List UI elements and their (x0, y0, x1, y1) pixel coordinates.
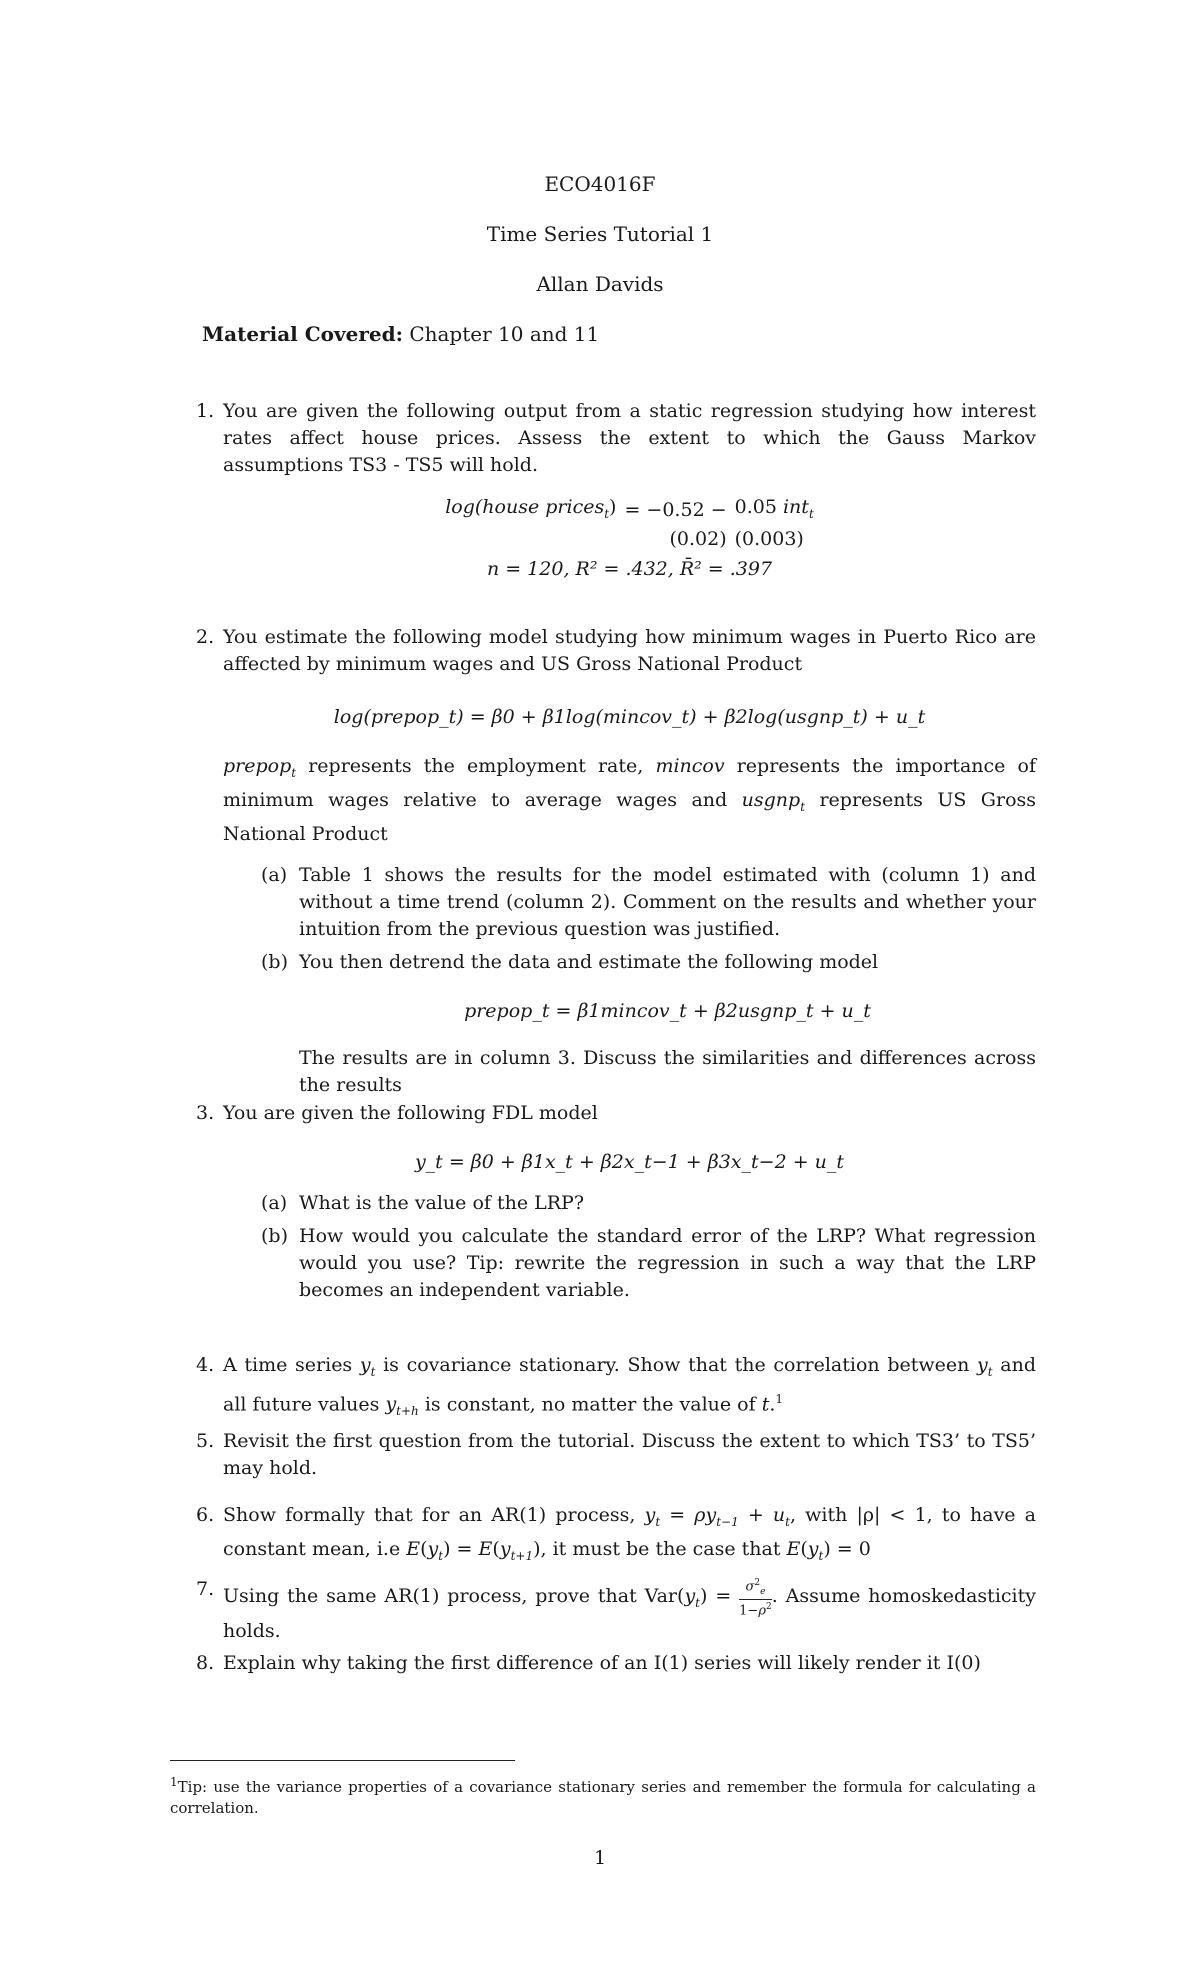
question-7 (196, 1576, 1036, 1645)
question-number: 7. (196, 1578, 215, 1600)
subquestion-b (261, 949, 1036, 1099)
subquestion-label: (a) (261, 1192, 288, 1214)
footnote (170, 1772, 1036, 1819)
question-text: Revisit the first question from the tutorial. Discuss the extent to which TS3’ to TS5’ may hold. (223, 1430, 1036, 1479)
var-mincov: mincov (655, 755, 725, 777)
question-number: 4. (196, 1354, 215, 1376)
question-number: 3. (196, 1102, 215, 1124)
subquestion-b (261, 1223, 1036, 1304)
subquestion-label: (a) (261, 863, 288, 886)
document-title: Time Series Tutorial 1 (486, 222, 714, 246)
subquestion-a (261, 1190, 1036, 1217)
equation-lhs: log(house prices (445, 496, 605, 518)
page-number: 1 (593, 1847, 607, 1869)
detrended-equation: prepop_t = β1mincov_t + β2usgnp_t + u_t (464, 999, 871, 1022)
question-1 (196, 398, 1036, 583)
question-number: 5. (196, 1430, 215, 1452)
question-number: 8. (196, 1652, 215, 1674)
equation-coef: 0.05 (734, 496, 777, 518)
question-text: Explain why taking the first difference of an I(1) series will likely render it I(0) (223, 1652, 981, 1674)
se-coef: (0.003) (734, 527, 804, 550)
var-usgnp: usgnp (741, 788, 801, 811)
subquestion-a (261, 862, 1036, 943)
question-2 (196, 624, 1036, 1099)
material-value: Chapter 10 and 11 (409, 322, 600, 346)
footnote-mark: 1 (170, 1775, 178, 1789)
subquestion-text: How would you calculate the standard error of the LRP? What regression would you use? Tip: rewrite the regression in such a way that the LRP becomes an independent variable. (299, 1225, 1036, 1301)
subquestion-label: (b) (261, 1225, 288, 1247)
subquestion-text: You then detrend the data and estimate the following model (299, 950, 879, 973)
question-8 (196, 1650, 1036, 1677)
question-number: 2. (196, 626, 215, 648)
regression-stats: n = 120, R² = .432, R̄² = .397 (486, 557, 773, 580)
var-prepop: prepop (223, 755, 292, 777)
equation-const: = −0.52 − (624, 499, 727, 522)
question-6 (196, 1502, 1036, 1570)
material-label: Material Covered: (202, 322, 403, 346)
subquestion-label: (b) (261, 950, 288, 973)
subquestion-text: Table 1 shows the results for the model estimated with (column 1) and without a time trend (column 2). Comment on the results and whether your intuition from the previous question was justified. (299, 863, 1036, 940)
question-3 (196, 1100, 1036, 1304)
question-text: You are given the following FDL model (223, 1102, 598, 1124)
question-number: 1. (196, 400, 215, 422)
model-equation: log(prepop_t) = β0 + β1log(mincov_t) + β2log(usgnp_t) + u_t (333, 706, 926, 728)
subquestion-text: The results are in column 3. Discuss the similarities and differences across the results (299, 1046, 1036, 1096)
question-number: 6. (196, 1504, 215, 1526)
regression-output: log(house prices$_t$) = −0.52 − 0.05 int$_t$ (0.02) (0.003) (441, 495, 818, 552)
def-text: represents the importance of minimum wages relative to average wages and (223, 755, 1036, 811)
author: Allan Davids (536, 272, 664, 296)
material-covered (202, 322, 599, 346)
question-text: Show formally that for an AR(1) process, $y_t = \rho y_{t-1} + u_t$, with |ρ| < 1, to have a constant mean, i.e $E(y_t) = E(y_{t+1})$, it must be the case that $E(y_t) = 0$ (223, 1504, 1036, 1563)
se-const: (0.02) (669, 527, 727, 550)
footnote-divider (170, 1760, 515, 1761)
equation-var: int (782, 496, 809, 518)
question-text: You are given the following output from a static regression studying how interest rates affect house prices. Assess the extent to which the Gauss Markov assumptions TS3 - TS5 will hold. (223, 400, 1036, 476)
question-5 (196, 1428, 1036, 1482)
question-text: Using the same AR(1) process, prove that $Var(y_t)$ = $\frac{\sigma^2_e}{1-\rho^2}$ . Assume homoskedasticity holds. (223, 1578, 1036, 1643)
fdl-equation: y_t = β0 + β1x_t + β2x_t−1 + β3x_t−2 + u_t (414, 1151, 845, 1173)
def-text: represents the employment rate, (296, 755, 656, 777)
subquestion-text: What is the value of the LRP? (299, 1192, 585, 1214)
question-4 (196, 1352, 1036, 1425)
course-code: ECO4016F (544, 172, 656, 196)
footnote-text: Tip: use the variance properties of a covariance stationary series and remember the formula for calculating a correlation. (170, 1778, 1036, 1817)
def-text: represents US Gross National Product (223, 788, 1037, 845)
question-text: A time series $y_t$ is covariance stationary. Show that the correlation between $y_t$ and all future values $y_{t+h}$ is constant, no matter the value of t.$^1$ (223, 1354, 1036, 1418)
question-text: You estimate the following model studying how minimum wages in Puerto Rico are affected by minimum wages and US Gross National Product (223, 626, 1036, 675)
variable-definitions: prepop$_t$ represents the employment rate, mincov represents the importance of minimum wages relative to average wages and usgnp$_t$ represents US Gross National Product (223, 755, 1037, 845)
footnote-marker: 1 (775, 1391, 784, 1406)
